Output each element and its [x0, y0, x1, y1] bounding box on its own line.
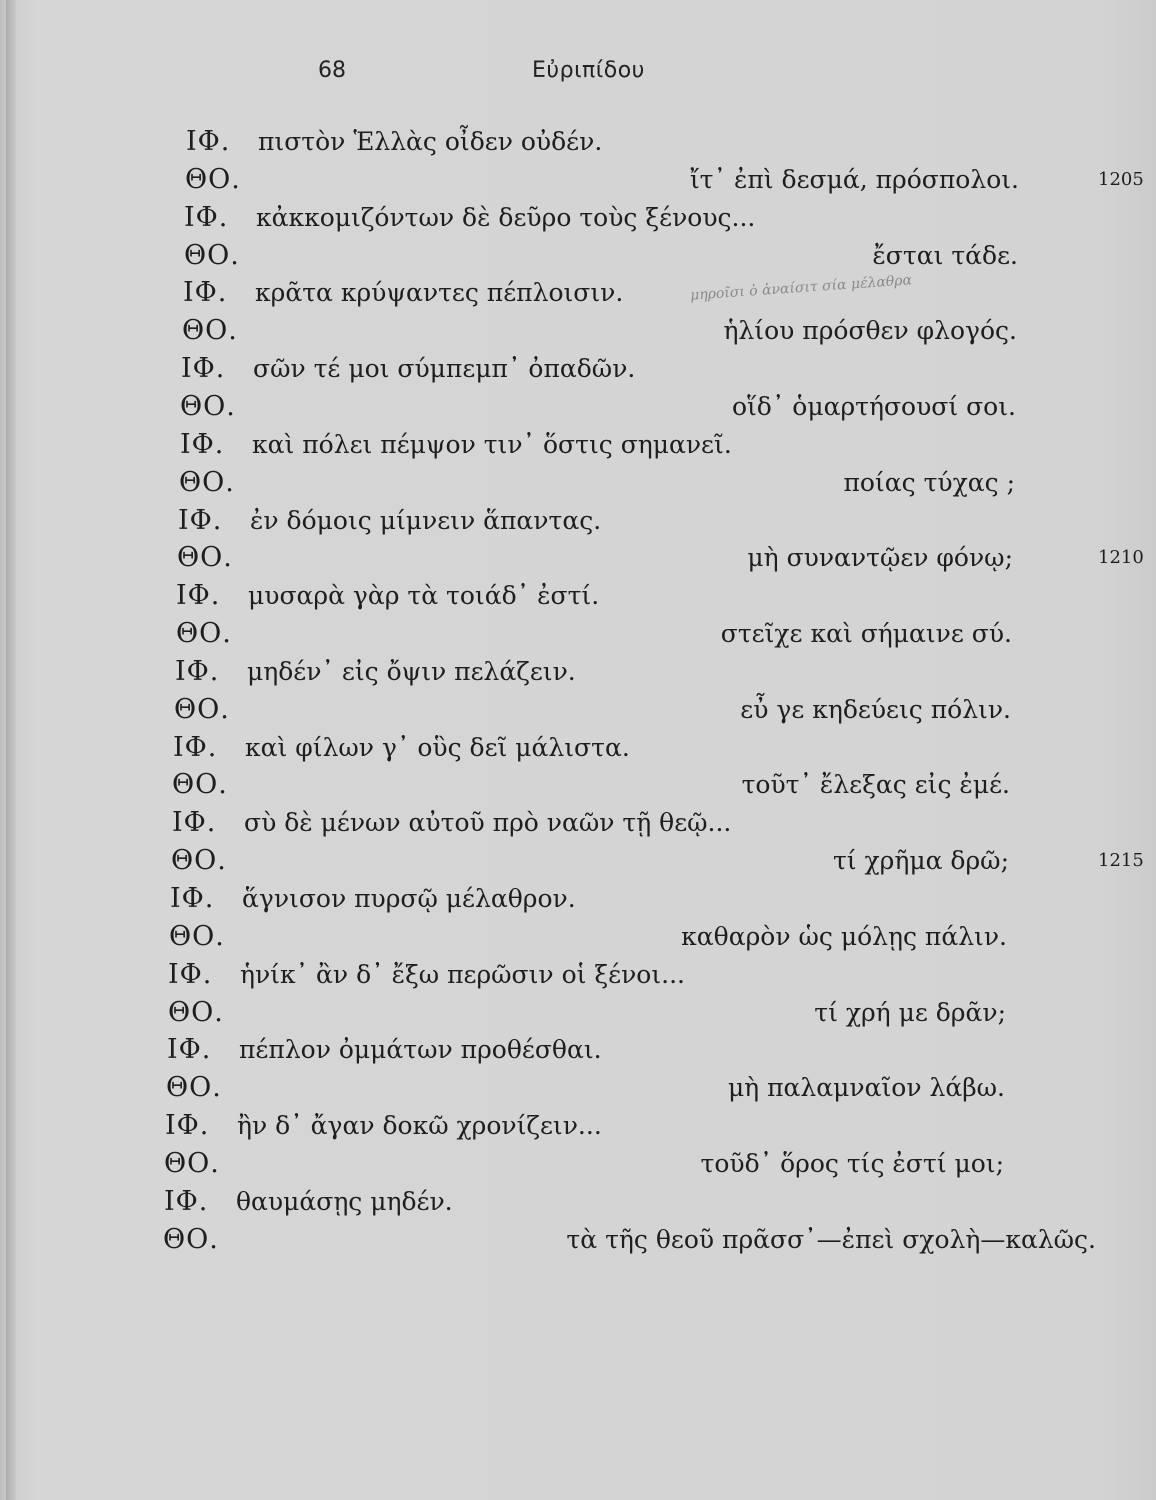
verse-text: θαυμάσῃς μηδέν.	[236, 1186, 453, 1216]
verse-text: τοῦτ᾽ ἔλεξας εἰς ἐμέ.	[741, 770, 1010, 800]
dialogue-line	[0, 804, 1156, 842]
verse-text: τί χρῆμα δρῶ;	[832, 846, 1009, 876]
verse-text: ἴτ᾽ ἐπὶ δεσμά, πρόσπολοι.	[689, 164, 1019, 194]
dialogue-line	[0, 464, 1156, 502]
verse-text: τοῦδ᾽ ὅρος τίς ἐστί μοι;	[700, 1148, 1004, 1178]
verse-text: ἡνίκ᾽ ἂν δ᾽ ἔξω περῶσιν οἱ ξένοι...	[240, 959, 685, 989]
speaker-label: ΘΟ.	[179, 466, 235, 498]
speaker-label: ΘΟ.	[176, 618, 232, 650]
speaker-label: ΙΦ.	[168, 958, 213, 990]
speaker-label: ΘΟ.	[184, 239, 240, 271]
running-title: Εὐριπίδου	[532, 58, 645, 83]
dialogue-line	[0, 1183, 1156, 1221]
verse-text: οἵδ᾽ ὁμαρτήσουσί σοι.	[731, 391, 1016, 421]
verse-text: καὶ πόλει πέμψον τιν᾽ ὅστις σημανεῖ.	[252, 429, 732, 459]
dialogue-line	[0, 1107, 1156, 1145]
speaker-label: ΙΦ.	[175, 655, 220, 687]
dialogue-line	[0, 994, 1156, 1032]
speaker-label: ΘΟ.	[177, 542, 233, 574]
verse-text: ἡλίου πρόσθεν φλογός.	[723, 316, 1017, 346]
dialogue-line	[0, 1145, 1156, 1183]
speaker-label: ΘΟ.	[164, 1147, 220, 1179]
verse-text: κἀκκομιζόντων δὲ δεῦρο τοὺς ξένους...	[256, 202, 756, 232]
dialogue-line	[0, 312, 1156, 350]
dialogue-line	[0, 842, 1156, 880]
speaker-label: ΙΦ.	[167, 1034, 212, 1066]
verse-text: εὖ γε κηδεύεις πόλιν.	[740, 694, 1011, 724]
verse-text: τὰ τῆς θεοῦ πρᾶσσ᾽—ἐπεὶ σχολὴ—καλῶς.	[566, 1224, 1096, 1254]
verse-text: πιστὸν Ἑλλὰς οἶδεν οὐδέν.	[258, 127, 603, 156]
dialogue-line	[0, 1031, 1156, 1069]
dialogue-line	[0, 956, 1156, 994]
speaker-label: ΘΟ.	[174, 693, 230, 725]
speaker-label: ΙΦ.	[181, 353, 226, 385]
verse-text: στεῖχε καὶ σήμαινε σύ.	[720, 619, 1012, 649]
verse-text: σὺ δὲ μένων αὐτοῦ πρὸ ναῶν τῇ θεῷ...	[244, 808, 732, 838]
dialogue-line	[0, 691, 1156, 729]
verse-text: ἔσται τάδε.	[872, 240, 1018, 270]
speaker-label: ΘΟ.	[169, 920, 225, 952]
speaker-label: ΘΟ.	[182, 315, 238, 347]
dialogue-line	[0, 502, 1156, 540]
page-header	[0, 58, 1156, 88]
dialogue-line	[0, 274, 1156, 312]
verse-text: καὶ φίλων γ᾽ οὓς δεῖ μάλιστα.	[245, 732, 630, 762]
verse-text: πέπλον ὀμμάτων προθέσθαι.	[239, 1035, 602, 1065]
line-number: 1215	[1098, 850, 1144, 872]
dialogue-line	[0, 161, 1156, 199]
page-number: 68	[318, 58, 346, 83]
verse-text: τί χρή με δρᾶν;	[814, 997, 1006, 1027]
speaker-label: ΘΟ.	[171, 845, 227, 877]
speaker-label: ΘΟ.	[163, 1223, 219, 1255]
verse-text: μηδέν᾽ εἰς ὄψιν πελάζειν.	[247, 656, 576, 686]
dialogue-line	[0, 1069, 1156, 1107]
speaker-label: ΙΦ.	[165, 1110, 210, 1142]
line-number: 1210	[1098, 547, 1144, 569]
speaker-label: ΙΦ.	[178, 504, 223, 536]
dialogue-line	[0, 729, 1156, 767]
dialogue-line	[0, 199, 1156, 237]
speaker-label: ΘΟ.	[185, 163, 241, 195]
dialogue-line	[0, 880, 1156, 918]
speaker-label: ΘΟ.	[166, 1072, 222, 1104]
speaker-label: ΙΦ.	[183, 277, 228, 309]
dialogue-line	[0, 123, 1156, 161]
speaker-label: ΙΦ.	[164, 1185, 209, 1217]
line-number: 1205	[1098, 168, 1144, 190]
verse-text: μὴ παλαμναῖον λάβω.	[727, 1073, 1005, 1103]
verse-text: μυσαρὰ γὰρ τὰ τοιάδ᾽ ἐστί.	[248, 581, 600, 611]
speaker-label: ΙΦ.	[180, 428, 225, 460]
speaker-label: ΙΦ.	[184, 201, 229, 233]
handwritten-margin-note: μηροῖσι ὁ ἀναίσιτ σία μέλαθρα	[689, 272, 913, 304]
speaker-label: ΘΟ.	[172, 769, 228, 801]
dialogue-line	[0, 1221, 1156, 1259]
dialogue-line	[0, 426, 1156, 464]
speaker-label: ΙΦ.	[172, 807, 217, 839]
dialogue-line	[0, 237, 1156, 275]
speaker-label: ΘΟ.	[180, 390, 236, 422]
speaker-label: ΙΦ.	[176, 580, 221, 612]
dialogue-line	[0, 766, 1156, 804]
speaker-label: ΘΟ.	[168, 996, 224, 1028]
verse-text: κρᾶτα κρύψαντες πέπλοισιν.	[255, 278, 624, 308]
speaker-label: ΙΦ.	[173, 731, 218, 763]
verse-text: καθαρὸν ὡς μόλῃς πάλιν.	[681, 921, 1007, 951]
dialogue-line	[0, 388, 1156, 426]
dialogue-line	[0, 615, 1156, 653]
speaker-label: ΙΦ.	[170, 883, 215, 914]
dialogue-line	[0, 350, 1156, 388]
verse-text: μὴ συναντῷεν φόνῳ;	[747, 543, 1013, 573]
verse-text: ἅγνισον πυρσῷ μέλαθρον.	[242, 884, 576, 913]
verse-text: ἐν δόμοις μίμνειν ἅπαντας.	[250, 505, 602, 535]
dialogue-line	[0, 539, 1156, 577]
verse-text: ἢν δ᾽ ἄγαν δοκῶ χρονίζειν...	[237, 1111, 602, 1141]
dialogue-line	[0, 577, 1156, 615]
speaker-label: ΙΦ.	[186, 126, 231, 157]
verse-text: σῶν τέ μοι σύμπεμπ᾽ ὀπαδῶν.	[253, 354, 636, 384]
dialogue-line	[0, 653, 1156, 691]
dialogue-line	[0, 918, 1156, 956]
verse-text: ποίας τύχας ;	[843, 467, 1015, 497]
